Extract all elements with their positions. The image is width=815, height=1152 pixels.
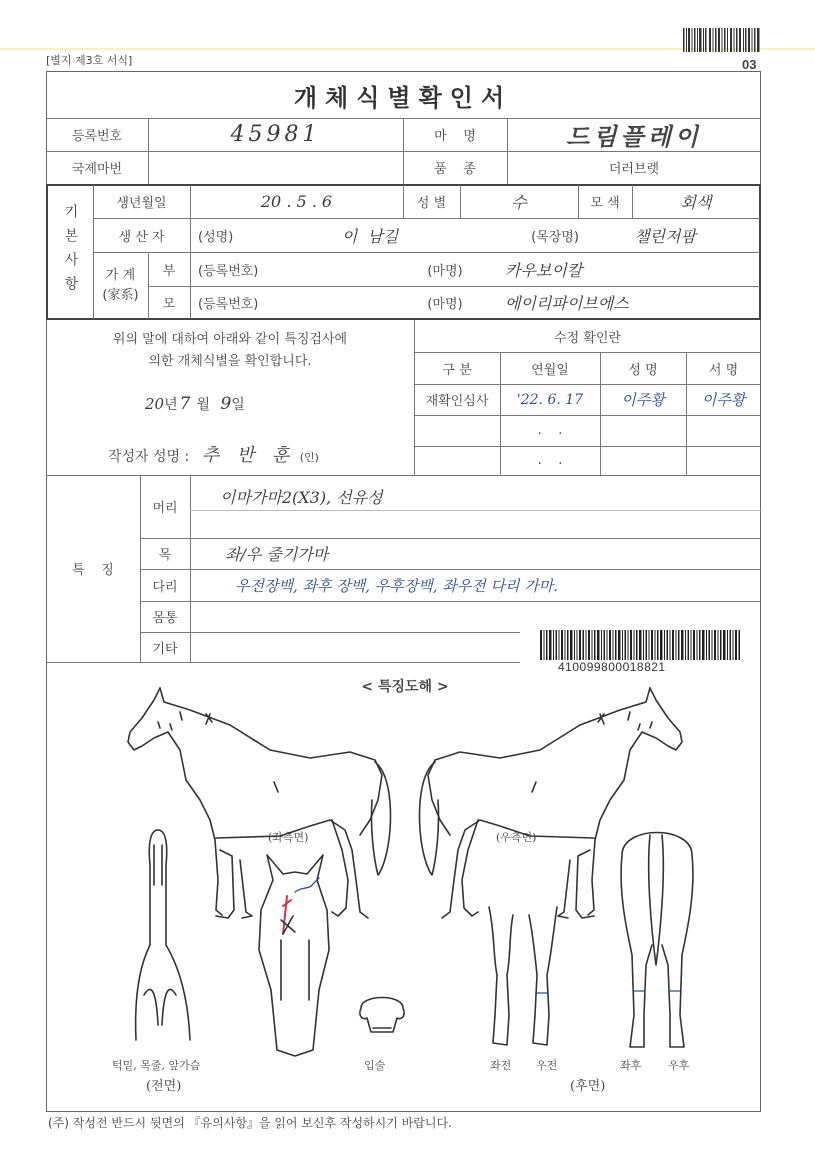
revision-row-3-date[interactable]: . . [537,453,563,468]
sex-label: 성 별 [416,196,447,211]
author-row [108,441,319,467]
lineage-hanja: (家系) [102,287,139,303]
revision-row-3-name[interactable] [600,446,686,475]
dam-name-value[interactable]: 에이리파이브에스 [505,294,629,313]
diagram-title: < 특징도해 > [361,679,449,695]
color-label: 모 색 [590,196,620,211]
rear-sub-caption: (후면) [570,1079,606,1094]
breeder-label: 생 산 자 [118,229,165,245]
dam-name-prefix: (마명) [427,297,463,312]
rear-label-right-hind: 우후 [668,1059,690,1072]
right-side-label: (우측면) [496,831,537,844]
sex-value[interactable]: 수 [511,193,527,212]
reg-no-label: 등록번호 [71,129,123,144]
revision-row-2-signature[interactable] [686,415,761,446]
date-year[interactable]: 20 [145,395,165,413]
breeder-name-prefix: (성명) [198,229,234,245]
horse-name-value[interactable]: 드림플레이 [566,122,702,151]
horse-name-label: 마 명 [434,129,476,144]
statement-line-1: 위의 말에 대하여 아래와 같이 특징검사에 [112,332,348,347]
rear-label-left-hind: 좌후 [620,1059,642,1072]
month-unit: 월 [196,397,210,413]
revision-row-2-name[interactable] [600,415,686,446]
feature-head-label: 머리 [152,501,178,516]
horse-front-neck-diagram [130,825,200,1050]
breed-label: 품 종 [434,162,476,177]
basic-info-section-label: 기본사항 [62,204,79,300]
lip-caption: 입술 [364,1059,386,1072]
revision-row-2-type[interactable] [414,415,500,446]
confirmation-statement [60,329,400,373]
reg-no-value[interactable]: 45981 [230,122,321,147]
feature-head-value[interactable]: 이마가마2(X3), 선유성 [220,487,383,507]
sire-name-prefix: (마명) [427,263,463,279]
farm-prefix: (목장명) [531,229,579,245]
revision-header-signature: 서 명 [708,362,739,378]
seal-label: (인) [299,451,319,464]
horse-lip-diagram [355,988,410,1038]
revision-row-2-date[interactable]: . . [537,423,563,438]
rear-label-right-front: 우전 [536,1059,558,1072]
year-unit: 년 [164,397,178,413]
lineage-text: 가 계 [105,267,136,283]
day-unit: 일 [231,397,245,413]
form-id: [별지 제3호 서식] [46,54,133,67]
intl-name-value[interactable] [148,151,403,184]
footer-note: (주) 작성전 반드시 뒷면의 『유의사항』을 읽어 보신후 작성하시기 바랍니다. [48,1116,452,1130]
lineage-label [93,252,148,319]
left-side-label: (좌측면) [268,831,309,844]
revision-row-3-type[interactable] [414,446,500,475]
front-caption: 턱밑, 목줄, 앞가슴 [112,1059,201,1072]
barcode [540,630,740,660]
date-month[interactable]: 7 [179,394,191,414]
barcode-number: 410099800018821 [558,660,666,674]
date-day[interactable]: 9 [220,394,232,414]
feature-neck-value[interactable]: 좌/우 줄기가마 [225,545,329,564]
revision-header-type: 구 분 [442,362,472,378]
author-value[interactable]: 추 반 훈 [201,445,296,466]
feature-neck-label: 목 [158,548,172,563]
revision-row-1-name[interactable]: 이주황 [621,391,665,409]
breed-value[interactable]: 더러브렛 [608,162,660,177]
revision-row-3-signature[interactable] [686,446,761,475]
horse-front-legs-diagram [485,905,565,1053]
color-value[interactable]: 회색 [680,193,712,212]
feature-other-label: 기타 [152,641,178,657]
revision-title: 수정 확인란 [554,330,621,346]
page-number: 03 [742,57,757,72]
statement-line-2: 의한 개체식별을 확인합니다. [148,354,312,369]
rear-label-left-front: 좌전 [490,1059,512,1072]
revision-row-1-signature[interactable]: 이주황 [701,391,746,409]
front-sub-caption: (전면) [146,1079,182,1094]
sire-label: 부 [162,263,176,279]
document-title: 개체식별확인서 [293,83,513,112]
dam-reg-prefix: (등록번호) [198,297,259,312]
confirmation-date [145,394,245,414]
sire-name-value[interactable]: 카우보이칼 [505,260,583,280]
horse-hind-view-diagram [612,815,702,1053]
feature-legs-label: 다리 [152,579,178,595]
breeder-name-value[interactable]: 이 남길 [341,226,399,246]
revision-header-name: 성 명 [628,362,658,378]
top-barcode [683,28,761,52]
revision-row-1-type[interactable]: 재확인심사 [425,394,489,409]
feature-other-value[interactable] [190,632,520,662]
revision-header-date: 연월일 [531,362,569,378]
author-label: 작성자 성명 : [108,449,190,465]
birth-label: 생년월일 [116,196,167,211]
revision-row-1-date[interactable]: '22. 6. 17 [516,391,584,408]
dam-label: 모 [162,297,176,312]
sire-reg-prefix: (등록번호) [198,263,259,279]
horse-head-front-diagram [255,850,335,1060]
features-section-label: 특 징 [72,563,114,578]
birth-value[interactable]: 20 . 5 . 6 [260,192,333,211]
feature-body-label: 몸통 [152,611,178,626]
intl-name-label: 국제마번 [71,162,123,177]
feature-legs-value[interactable]: 우전장백, 좌후 장백, 우후장백, 좌우전 다리 가마. [235,576,558,595]
farm-value[interactable]: 챌린저팜 [634,226,696,246]
